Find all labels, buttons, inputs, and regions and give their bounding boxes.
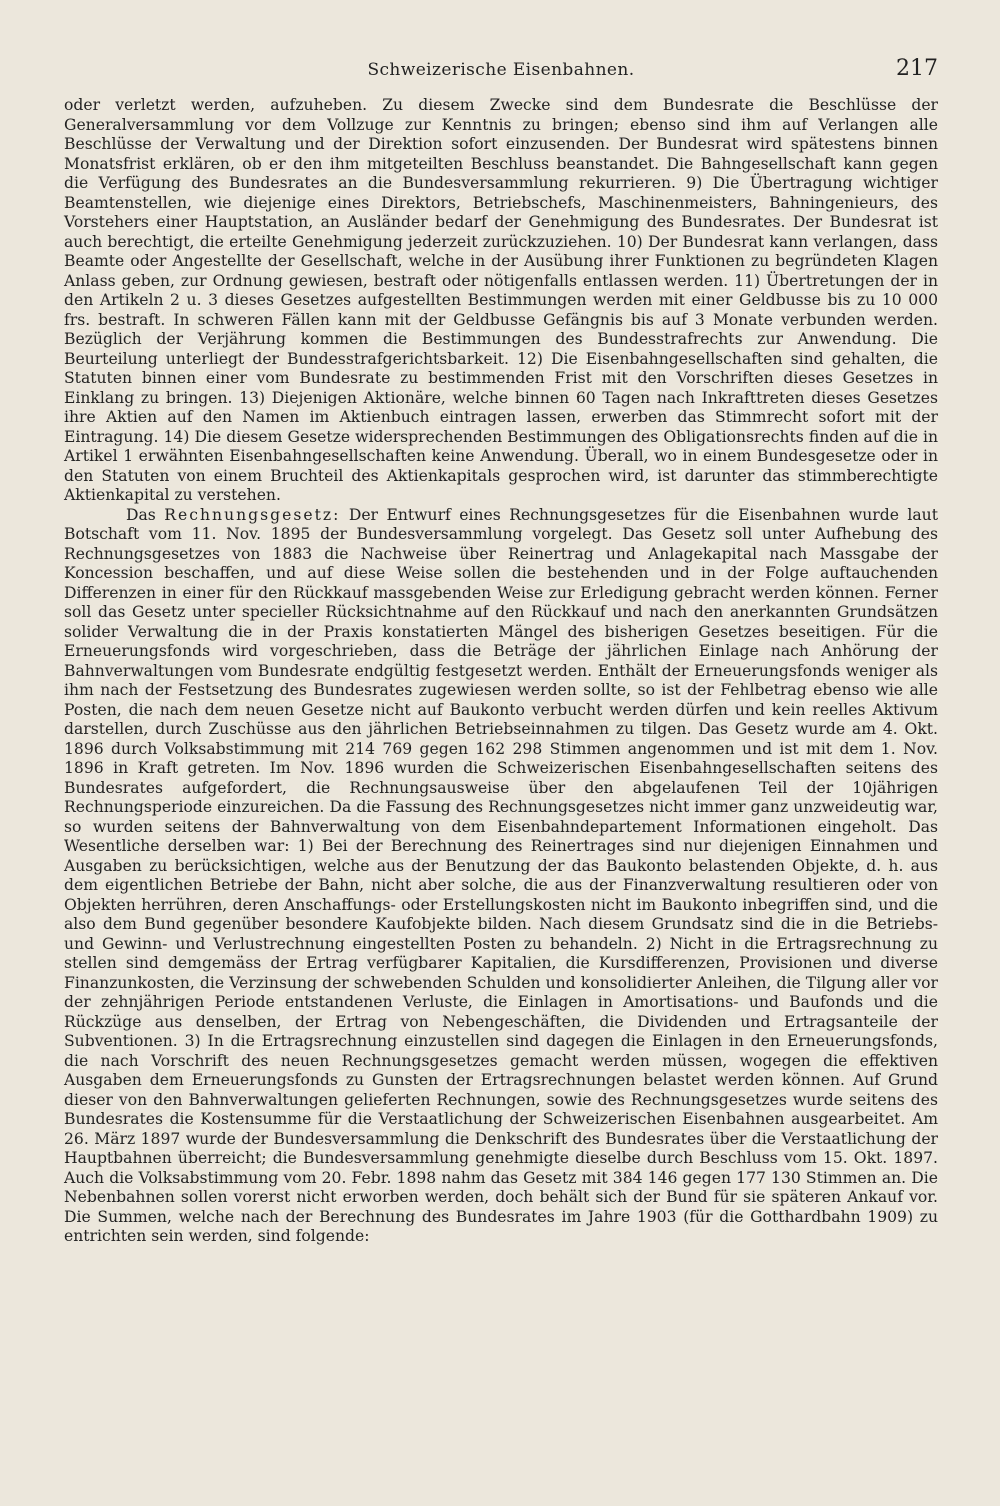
paragraph-lead: Das	[126, 505, 156, 524]
paragraph-text: Der Entwurf eines Rechnungsgesetzes für die Eisenbahnen wurde laut Botschaft vom 11. Nov. 1895 der Bundesversammlung vorgelegt. Das Gesetz soll unter Aufhebung des Rechnungsgesetzes von 1883 die Nachweise über Reinertrag und Anlagekapital nach Massgabe der Koncession beschaffen, und auf diese Weise sollen die bestehenden und in der Folge auftauchenden Differenzen in einer für den Rückkauf massgebenden Weise zur Erledigung gebracht werden können. Ferner soll das Gesetz unter specieller Rücksichtnahme auf den Rückkauf und nach den anerkannten Grundsätzen solider Verwaltung die in der Praxis konstatierten Mängel des bisherigen Gesetzes beseitigen. Für die Erneuerungsfonds wird vorgeschrieben, dass die Beträge der jährlichen Einlage nach Anhörung der Bahnverwaltungen vom Bundesrate endgültig festgesetzt werden. Enthält der Erneuerungsfonds weniger als ihm nach der Festsetzung des Bundesrates zugewiesen werden sollte, so ist der Fehlbetrag ebenso wie alle Posten, die nach dem neuen Gesetze nicht auf Baukonto verbucht werden dürfen und kein reelles Aktivum darstellen, durch Zuschüsse aus den jährlichen Betriebseinnahmen zu tilgen. Das Gesetz wurde am 4. Okt. 1896 durch Volksabstimmung mit 214 769 gegen 162 298 Stimmen angenommen und ist mit dem 1. Nov. 1896 in Kraft getreten. Im Nov. 1896 wurden die Schweizerischen Eisenbahngesellschaften seitens des Bundesrates aufgefordert, die Rechnungsausweise über den abgelaufenen Teil der 10jährigen Rechnungsperiode einzureichen. Da die Fassung des Rechnungsgesetzes nicht immer ganz unzweideutig war, so wurden seitens der Bahnverwaltung von dem Eisenbahndepartement Informationen eingeholt. Das Wesentliche derselben war: 1) Bei der Berechnung des Reinertrages sind nur diejenigen Einnahmen und Ausgaben zu berücksichtigen, welche aus der Benutzung der das Baukonto belastenden Objekte, d. h. aus dem eigentlichen Betriebe der Bahn, nicht aber solche, die aus der Finanzverwaltung resultieren oder von Objekten herrühren, deren Anschaffungs- oder Erstellungskosten nicht im Baukonto inbegriffen sind, und die also dem Bund gegenüber besondere Kaufobjekte bilden. Nach diesem Grundsatz sind die in die Betriebs- und Gewinn- und Verlustrechnung eingestellten Posten zu behandeln. 2) Nicht in die Ertragsrechnung zu stellen sind demgemäss der Ertrag verfügbarer Kapitalien, die Kursdifferenzen, Provisionen und diverse Finanzunkosten, die Verzinsung der schwebenden Schulden und konsolidierter Anleihen, die Tilgung aller vor der zehnjährigen Periode entstandenen Verluste, die Einlagen in Amortisations- und Baufonds und die Rückzüge aus denselben, der Ertrag von Nebengeschäften, die Dividenden und Ertragsanteile der Subventionen. 3) In die Ertragsrechnung einzustellen sind dagegen die Einlagen in den Erneuerungsfonds, die nach Vorschrift des neuen Rechnungsgesetzes gemacht werden müssen, wogegen die effektiven Ausgaben dem Erneuerungsfonds zu Gunsten der Ertragsrechnungen belastet werden können. Auf Grund dieser von den Bahnverwaltungen gelieferten Rechnungen, sowie des Rechnungsgesetzes wurde seitens des Bundesrates die Kostensumme für die Verstaatlichung der Schweizerischen Eisenbahnen ausgearbeitet. Am 26. März 1897 wurde der Bundesversammlung die Denkschrift des Bundesrates über die Verstaatlichung der Hauptbahnen überreicht; die Bundesversammlung genehmigte dieselbe durch Beschluss vom 15. Okt. 1897. Auch die Volksabstimmung vom 20. Febr. 1898 nahm das Gesetz mit 384 146 gegen 177 130 Stimmen an. Die Nebenbahnen sollen vorerst nicht erworben werden, doch behält sich der Bund für sie späteren Ankauf vor. Die Summen, welche nach der Berechnung des Bundesrates im Jahre 1903 (für die Gotthardbahn 1909) zu entrichten sein werden, sind folgende:	[64, 505, 938, 1245]
page-number: 217	[896, 56, 938, 81]
paragraph-continuation: oder verletzt werden, aufzuheben. Zu diesem Zwecke sind dem Bundesrate die Beschlüsse der Generalversammlung vor dem Vollzuge zur Kenntnis zu bringen; ebenso sind ihm auf Verlangen alle Beschlüsse der Verwaltung und der Direktion sofort einzusenden. Der Bundesrat wird spätestens binnen Monatsfrist erklären, ob er den ihm mitgeteilten Beschluss beanstandet. Die Bahngesellschaft kann gegen die Verfügung des Bundesrates an die Bundesversammlung rekurrieren. 9) Die Übertragung wichtiger Beamtenstellen, wie diejenige eines Direktors, Betriebschefs, Maschinenmeisters, Bahningenieurs, des Vorstehers einer Hauptstation, an Ausländer bedarf der Genehmigung des Bundesrates. Der Bundesrat ist auch berechtigt, die erteilte Genehmigung jederzeit zurückzuziehen. 10) Der Bundesrat kann verlangen, dass Beamte oder Angestellte der Gesellschaft, welche in der Ausübung ihrer Funktionen zu begründeten Klagen Anlass geben, zur Ordnung gewiesen, bestraft oder nötigenfalls entlassen werden. 11) Übertretungen der in den Artikeln 2 u. 3 dieses Gesetzes aufgestellten Bestimmungen werden mit einer Geldbusse bis zu 10 000 frs. bestraft. In schweren Fällen kann mit der Geldbusse Gefängnis bis auf 3 Monate verbunden werden. Bezüglich der Verjährung kommen die Bestimmungen des Bundesstrafrechts zur Anwendung. Die Beurteilung unterliegt der Bundesstrafgerichtsbarkeit. 12) Die Eisenbahngesellschaften sind gehalten, die Statuten binnen einer vom Bundesrate zu bestimmenden Frist mit den Vorschriften dieses Gesetzes in Einklang zu bringen. 13) Diejenigen Aktionäre, welche binnen 60 Tagen nach Inkrafttreten dieses Gesetzes ihre Aktien auf den Namen im Aktienbuch eintragen lassen, erwerben das Stimmrecht sofort mit der Eintragung. 14) Die diesem Gesetze widersprechenden Bestimmungen des Obligationsrechts finden auf die in Artikel 1 erwähnten Eisenbahngesellschaften keine Anwendung. Überall, wo in einem Bundesgesetze oder in den Statuten von einem Bruchteil des Aktienkapitals gesprochen wird, ist darunter das stimmberechtigte Aktienkapital zu verstehen.	[64, 96, 938, 504]
running-title: Schweizerische Eisenbahnen.	[367, 60, 635, 80]
page-header	[64, 52, 938, 96]
paragraph-rechnungsgesetz	[64, 506, 938, 1247]
body-text	[64, 96, 938, 1247]
spaced-term: Rechnungsgesetz:	[164, 505, 341, 524]
